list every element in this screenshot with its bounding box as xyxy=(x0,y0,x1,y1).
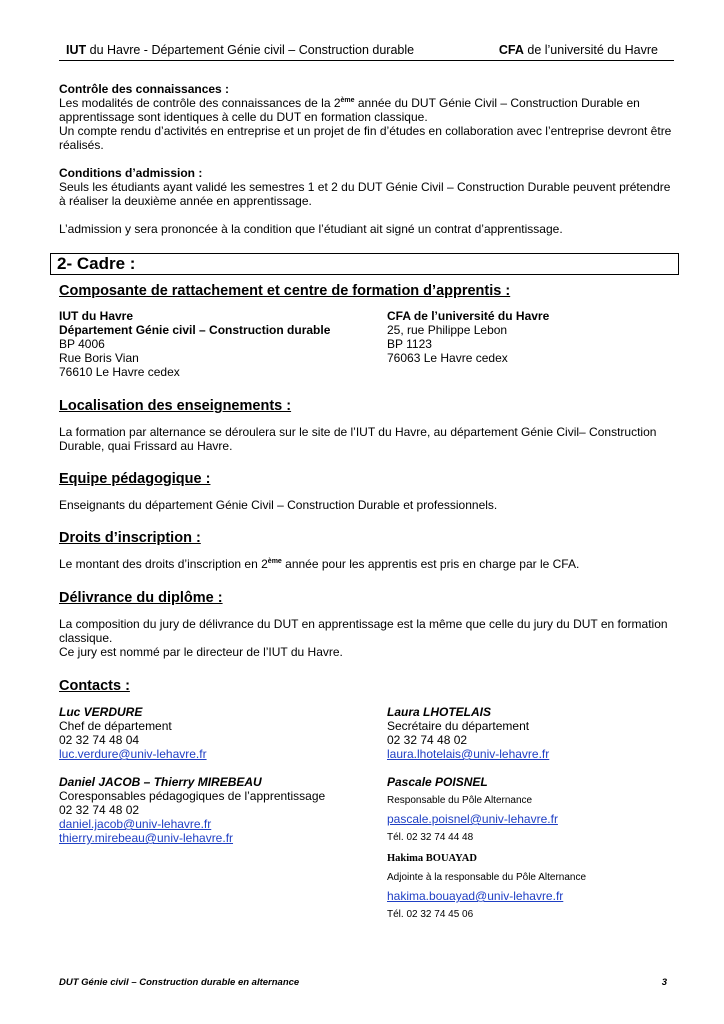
delivrance-paragraph-2: Ce jury est nommé par le directeur de l’IUT du Havre. xyxy=(59,645,343,659)
contact-email-link[interactable]: thierry.mirebeau@univ-lehavre.fr xyxy=(59,831,234,845)
contact-name: Daniel JACOB – Thierry MIREBEAU xyxy=(59,775,262,789)
address-city: 76063 Le Havre cedex xyxy=(387,351,508,365)
equipe-text xyxy=(59,498,679,512)
contact-jacob-mirebeau xyxy=(59,775,325,845)
delivrance-text xyxy=(59,617,679,659)
localisation-heading: Localisation des enseignements : xyxy=(59,398,292,414)
address-bp: BP 1123 xyxy=(387,337,432,351)
contacts-heading: Contacts : xyxy=(59,678,130,694)
contact-phone: 02 32 74 48 04 xyxy=(59,733,140,747)
droits-text xyxy=(59,557,679,571)
contact-role: Adjointe à la responsable du Pôle Alternance xyxy=(387,872,587,883)
contact-hakima-bouayad xyxy=(387,852,586,922)
equipe-paragraph: Enseignants du département Génie Civil – Construction Durable et professionnels. xyxy=(59,498,498,512)
address-department: Département Génie civil – Construction durable xyxy=(59,323,331,337)
admission-block xyxy=(59,166,679,236)
contact-role: Secrétaire du département xyxy=(387,719,530,733)
contact-role: Chef de département xyxy=(59,719,172,733)
address-cfa-name: CFA de l’université du Havre xyxy=(387,309,550,323)
contact-email-link[interactable]: luc.verdure@univ-lehavre.fr xyxy=(59,747,207,761)
equipe-heading: Equipe pédagogique : xyxy=(59,471,211,487)
controle-paragraph-1 xyxy=(59,96,679,124)
droits-text-end: année pour les apprentis est pris en charge par le CFA. xyxy=(281,557,580,571)
page-number: 3 xyxy=(661,977,667,988)
contact-name: Hakima BOUAYAD xyxy=(387,853,477,864)
contact-laura-lhotelais xyxy=(387,705,549,761)
controle-title: Contrôle des connaissances : xyxy=(59,82,230,96)
contact-phone: 02 32 74 48 02 xyxy=(59,803,140,817)
section-title: 2- Cadre : xyxy=(57,254,136,273)
address-street: Rue Boris Vian xyxy=(59,351,139,365)
contact-email-link[interactable]: hakima.bouayad@univ-lehavre.fr xyxy=(387,889,564,903)
header-department: du Havre - Département Génie civil – Construction durable xyxy=(86,43,415,57)
contact-role: Coresponsables pédagogiques de l’apprentissage xyxy=(59,789,326,803)
contact-name: Laura LHOTELAIS xyxy=(387,705,492,719)
contact-pascale-poisnel xyxy=(387,775,558,845)
page-header xyxy=(59,42,674,61)
header-university: de l’université du Havre xyxy=(523,43,658,57)
contact-phone: 02 32 74 48 02 xyxy=(387,733,468,747)
contact-email-link[interactable]: pascale.poisnel@univ-lehavre.fr xyxy=(387,812,558,826)
delivrance-paragraph-1: La composition du jury de délivrance du DUT en apprentissage est la même que celle du jury du DUT en formation classique. xyxy=(59,617,668,645)
header-iut: IUT xyxy=(66,43,87,57)
admission-paragraph-1: Seuls les étudiants ayant validé les semestres 1 et 2 du DUT Génie Civil – Construction Durable peuvent prétendre à réaliser la deuxième année en apprentissage. xyxy=(59,180,671,208)
admission-paragraph-2: L’admission y sera prononcée à la condition que l’étudiant ait signé un contrat d’apprentissage. xyxy=(59,222,563,236)
address-city: 76610 Le Havre cedex xyxy=(59,365,180,379)
contact-email-link[interactable]: laura.lhotelais@univ-lehavre.fr xyxy=(387,747,550,761)
address-street: 25, rue Philippe Lebon xyxy=(387,323,508,337)
footer-title: DUT Génie civil – Construction durable en alternance xyxy=(59,977,300,988)
droits-sup: ème xyxy=(267,558,282,565)
page-footer xyxy=(59,977,667,988)
droits-heading: Droits d’inscription : xyxy=(59,530,201,546)
section-cadre xyxy=(50,253,679,275)
contact-luc-verdure xyxy=(59,705,207,761)
header-left xyxy=(66,43,414,57)
contact-phone: Tél. 02 32 74 44 48 xyxy=(387,832,474,843)
composante-heading: Composante de rattachement et centre de formation d’apprentis : xyxy=(59,283,511,299)
composante-right-address xyxy=(387,309,549,365)
droits-paragraph xyxy=(59,557,679,571)
admission-title: Conditions d’admission : xyxy=(59,166,203,180)
localisation-text xyxy=(59,425,679,453)
header-cfa: CFA xyxy=(498,43,524,57)
controle-block xyxy=(59,82,679,152)
controle-sup: ème xyxy=(340,97,355,104)
contact-name: Luc VERDURE xyxy=(59,705,143,719)
composante-left-address xyxy=(59,309,330,379)
header-right xyxy=(499,43,658,57)
contact-phone: Tél. 02 32 74 45 06 xyxy=(387,909,474,920)
contact-name: Pascale POISNEL xyxy=(387,775,488,789)
controle-p1-start: Les modalités de contrôle des connaissances de la 2 xyxy=(59,96,341,110)
localisation-paragraph: La formation par alternance se déroulera sur le site de l’IUT du Havre, au département Génie Civil– Construction Durable, quai Frissard au Havre. xyxy=(59,425,657,453)
controle-p1-end: année du DUT Génie Civil – Construction Durable en apprentissage sont identiques à celle du DUT en formation classique. xyxy=(59,96,640,124)
delivrance-heading: Délivrance du diplôme : xyxy=(59,590,223,606)
contact-role: Responsable du Pôle Alternance xyxy=(387,795,533,806)
address-bp: BP 4006 xyxy=(59,337,105,351)
contact-email-link[interactable]: daniel.jacob@univ-lehavre.fr xyxy=(59,817,212,831)
droits-text-start: Le montant des droits d’inscription en 2 xyxy=(59,557,268,571)
controle-paragraph-2: Un compte rendu d’activités en entreprise et un projet de fin d’études en collaboration avec l’entreprise devront être réalisés. xyxy=(59,124,672,152)
address-iut-name: IUT du Havre xyxy=(59,309,134,323)
